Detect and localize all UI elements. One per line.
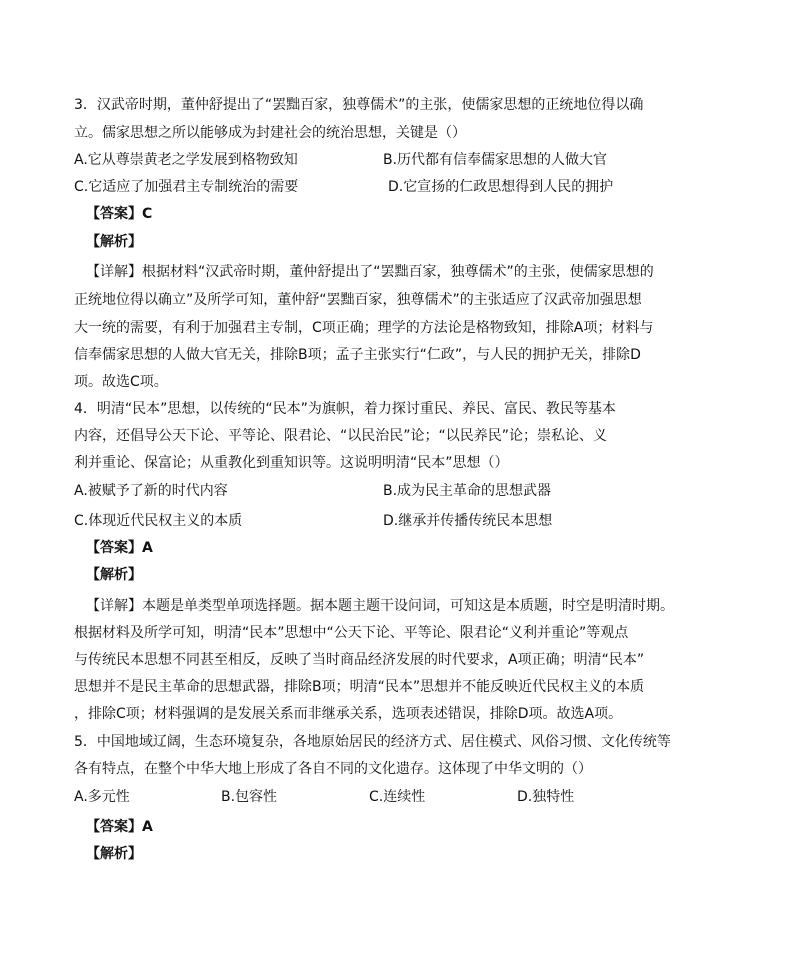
q4-detail-line-1: 【详解】本题是单类型单项选择题。据本题主题干设问词，可知这是本质题，时空是明清时期。 — [86, 598, 674, 614]
q3-stem-line-2: 立。儒家思想之所以能够成为封建社会的统治思想，关键是（） — [74, 125, 466, 141]
q3-detail-line-1: 【详解】根据材料“汉武帝时期，董仲舒提出了“罢黜百家，独尊儒术”的主张，使儒家思想的 — [86, 264, 654, 280]
q5-analysis-label: 【解析】 — [86, 846, 142, 862]
q4-detail-line-3: 与传统民本思想不同甚至相反，反映了当时商品经济发展的时代要求，A项正确；明清“民本” — [74, 652, 645, 668]
q4-option-c: C.体现近代民权主义的本质 — [74, 513, 243, 529]
q4-detail-line-4: 思想并不是民主革命的思想武器，排除B项；明清“民本”思想并不能反映近代民权主义的本质 — [74, 679, 645, 695]
answer-label: 【答案】 — [86, 206, 142, 222]
answer-value: A — [142, 540, 153, 556]
q4-option-a: A.被赋予了新的时代内容 — [74, 483, 228, 499]
q3-detail-line-5: 项。故选C项。 — [74, 374, 168, 390]
q3-detail-line-3: 大一统的需要，有利于加强君主专制，C项正确；理学的方法论是格物致知，排除A项；材料与 — [74, 320, 654, 336]
q3-option-a: A.它从尊崇黄老之学发展到格物致知 — [74, 152, 298, 168]
q4-stem-line-1: 4．明清“民本”思想，以传统的“民本”为旗帜，着力探讨重民、养民、富民、教民等基本 — [74, 401, 616, 417]
q3-answer — [86, 204, 152, 224]
answer-value: C — [142, 206, 153, 222]
q3-detail-line-4: 信奉儒家思想的人做大官无关，排除B项；孟子主张实行“仁政”，与人民的拥护无关，排除D — [74, 347, 641, 363]
q3-stem-line-1: 3．汉武帝时期，董仲舒提出了“罢黜百家，独尊儒术”的主张，使儒家思想的正统地位得以确 — [74, 97, 644, 113]
q4-stem-line-2: 内容，还倡导公天下论、平等论、限君论、“以民治民”论；“以民养民”论；崇私论、义 — [74, 428, 608, 444]
q3-analysis-label: 【解析】 — [86, 234, 142, 250]
q5-stem-line-1: 5．中国地域辽阔，生态环境复杂，各地原始居民的经济方式、居住模式、风俗习惯、文化传统等 — [74, 734, 671, 750]
q4-stem-line-3: 利并重论、保富论；从重教化到重知识等。这说明明清“民本”思想（） — [74, 455, 509, 471]
q5-option-d: D.独特性 — [517, 789, 575, 805]
q5-answer — [86, 817, 153, 837]
answer-label: 【答案】 — [86, 540, 142, 556]
q5-stem-line-2: 各有特点，在整个中华大地上形成了各自不同的文化遗存。这体现了中华文明的（） — [74, 761, 592, 777]
q4-option-d: D.继承并传播传统民本思想 — [383, 513, 553, 529]
q5-option-a: A.多元性 — [74, 789, 130, 805]
q5-option-c: C.连续性 — [369, 789, 426, 805]
q5-option-b: B.包容性 — [221, 789, 278, 805]
q4-option-b: B.成为民主革命的思想武器 — [383, 483, 552, 499]
q4-answer — [86, 538, 153, 558]
q4-analysis-label: 【解析】 — [86, 567, 142, 583]
answer-label: 【答案】 — [86, 819, 142, 835]
q3-option-d: D.它宣扬的仁政思想得到人民的拥护 — [388, 179, 614, 195]
q3-option-b: B.历代都有信奉儒家思想的人做大官 — [383, 152, 608, 168]
q3-detail-line-2: 正统地位得以确立”及所学可知，董仲舒“罢黜百家，独尊儒术”的主张适应了汉武帝加强思想 — [74, 292, 642, 308]
q3-option-c: C.它适应了加强君主专制统治的需要 — [74, 179, 299, 195]
q4-detail-line-5: ，排除C项；材料强调的是发展关系而非继承关系，选项表述错误，排除D项。故选A项。 — [74, 706, 623, 722]
q4-detail-line-2: 根据材料及所学可知，明清“民本”思想中“公天下论、平等论、限君论“义利并重论”等观点 — [74, 625, 629, 641]
answer-value: A — [142, 819, 153, 835]
